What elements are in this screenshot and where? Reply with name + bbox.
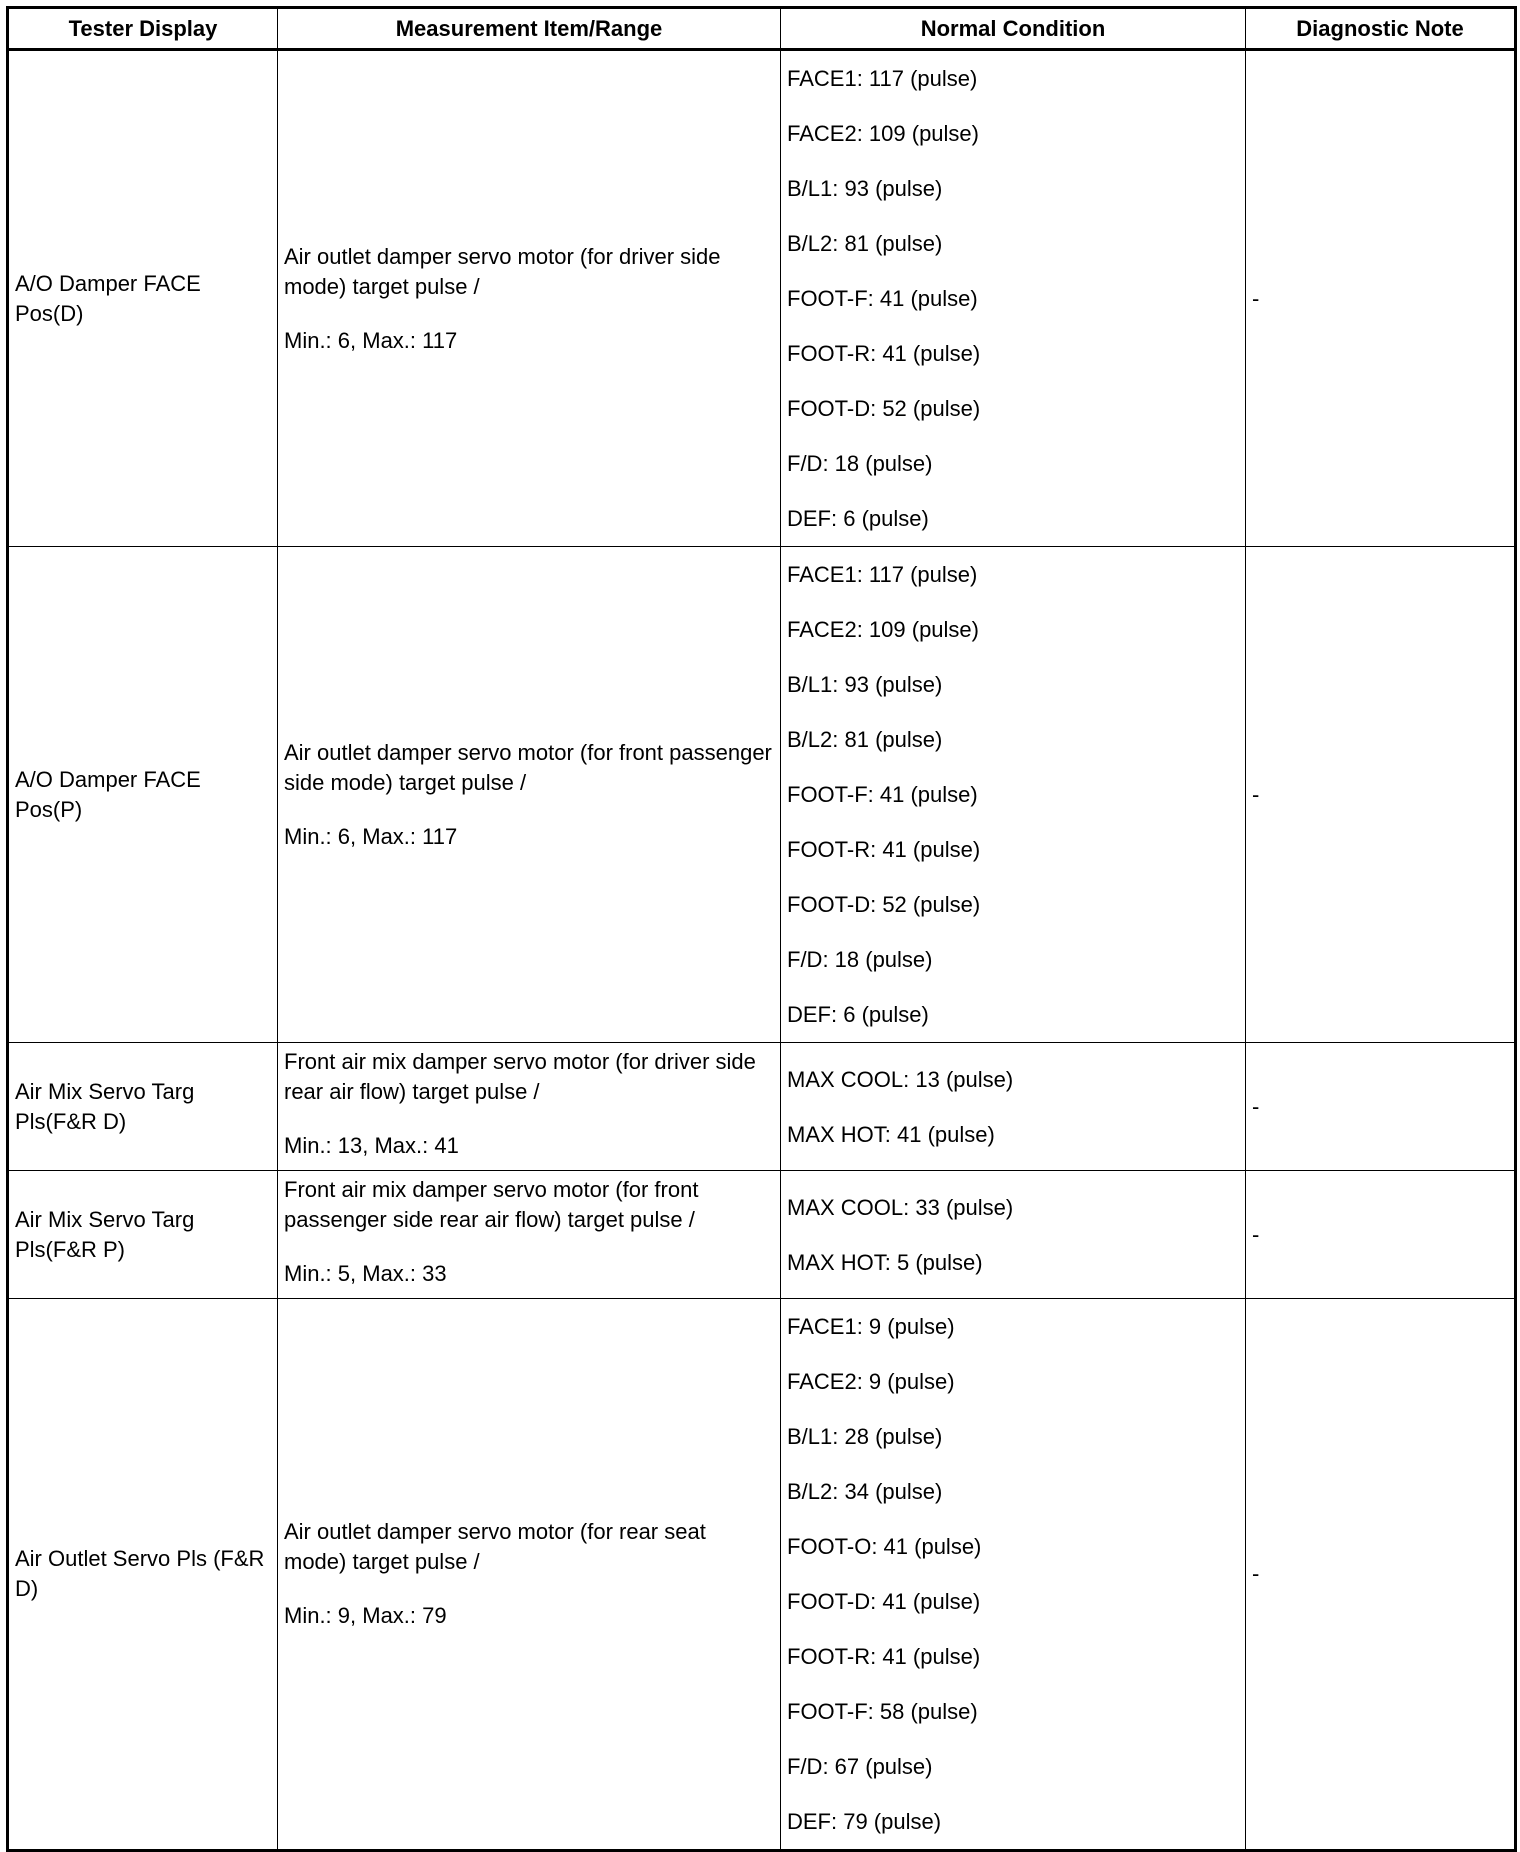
condition-value: DEF: 6 (pulse) <box>787 506 929 531</box>
header-diagnostic-note: Diagnostic Note <box>1246 8 1516 50</box>
normal-condition-cell <box>781 50 1246 547</box>
normal-condition-cell <box>781 1043 1246 1171</box>
condition-value: FACE2: 109 (pulse) <box>787 121 979 146</box>
condition-value: FOOT-R: 41 (pulse) <box>787 1644 981 1669</box>
measurement-cell <box>278 1171 781 1299</box>
tester-display-cell: A/O Damper FACE Pos(P) <box>8 547 278 1043</box>
table-row <box>8 547 1516 1043</box>
condition-value: FOOT-D: 52 (pulse) <box>787 396 981 421</box>
measurement-cell <box>278 1043 781 1171</box>
condition-value: FACE1: 9 (pulse) <box>787 1314 955 1339</box>
condition-value: FOOT-D: 41 (pulse) <box>787 1589 981 1614</box>
diagnostic-note-cell: - <box>1246 1171 1516 1299</box>
condition-value: FACE2: 109 (pulse) <box>787 617 979 642</box>
condition-value: FOOT-D: 52 (pulse) <box>787 892 981 917</box>
condition-value: MAX HOT: 5 (pulse) <box>787 1249 983 1275</box>
table-row <box>8 1299 1516 1851</box>
condition-value: F/D: 18 (pulse) <box>787 451 933 476</box>
condition-value: B/L1: 93 (pulse) <box>787 672 943 697</box>
normal-condition-cell <box>781 1171 1246 1299</box>
measurement-range: Min.: 6, Max.: 117 <box>284 823 458 849</box>
table-row <box>8 50 1516 547</box>
normal-condition-cell <box>781 1299 1246 1851</box>
tester-display-cell: Air Outlet Servo Pls (F&R D) <box>8 1299 278 1851</box>
measurement-item: Air outlet damper servo motor (for driver side mode) target pulse / <box>284 243 721 299</box>
condition-value: FOOT-F: 41 (pulse) <box>787 782 978 807</box>
tester-display-cell: A/O Damper FACE Pos(D) <box>8 50 278 547</box>
condition-value: MAX COOL: 33 (pulse) <box>787 1194 1014 1220</box>
diagnostic-note-cell: - <box>1246 50 1516 547</box>
condition-value: FOOT-F: 41 (pulse) <box>787 286 978 311</box>
condition-value: DEF: 79 (pulse) <box>787 1809 942 1834</box>
measurement-range: Min.: 13, Max.: 41 <box>284 1133 459 1158</box>
tester-display-cell: Air Mix Servo Targ Pls(F&R P) <box>8 1171 278 1299</box>
condition-value: FOOT-R: 41 (pulse) <box>787 341 981 366</box>
measurement-range: Min.: 6, Max.: 117 <box>284 327 458 353</box>
diagnostic-note-cell: - <box>1246 1299 1516 1851</box>
diagnostic-note-cell: - <box>1246 547 1516 1043</box>
condition-value: FACE1: 117 (pulse) <box>787 66 978 91</box>
header-row <box>8 8 1516 50</box>
measurement-item: Front air mix damper servo motor (for front passenger side rear air flow) target pulse / <box>284 1177 699 1232</box>
condition-value: B/L2: 81 (pulse) <box>787 727 943 752</box>
condition-value: FACE1: 117 (pulse) <box>787 562 978 587</box>
data-monitor-table <box>6 6 1517 1852</box>
condition-value: DEF: 6 (pulse) <box>787 1002 929 1027</box>
condition-value: B/L2: 34 (pulse) <box>787 1479 943 1504</box>
diagnostic-note-cell: - <box>1246 1043 1516 1171</box>
measurement-cell <box>278 1299 781 1851</box>
condition-value: FACE2: 9 (pulse) <box>787 1369 955 1394</box>
condition-value: MAX COOL: 13 (pulse) <box>787 1066 1014 1092</box>
condition-value: FOOT-F: 58 (pulse) <box>787 1699 978 1724</box>
condition-value: MAX HOT: 41 (pulse) <box>787 1121 995 1147</box>
measurement-range: Min.: 9, Max.: 79 <box>284 1603 447 1628</box>
condition-value: B/L2: 81 (pulse) <box>787 231 943 256</box>
condition-value: B/L1: 93 (pulse) <box>787 176 943 201</box>
table-row <box>8 1043 1516 1171</box>
tester-display-cell: Air Mix Servo Targ Pls(F&R D) <box>8 1043 278 1171</box>
measurement-range: Min.: 5, Max.: 33 <box>284 1261 447 1286</box>
header-normal-condition: Normal Condition <box>781 8 1246 50</box>
condition-value: B/L1: 28 (pulse) <box>787 1424 943 1449</box>
table-row <box>8 1171 1516 1299</box>
measurement-cell <box>278 547 781 1043</box>
measurement-item: Air outlet damper servo motor (for rear seat mode) target pulse / <box>284 1519 706 1574</box>
header-measurement-item-range: Measurement Item/Range <box>278 8 781 50</box>
condition-value: FOOT-R: 41 (pulse) <box>787 837 981 862</box>
measurement-cell <box>278 50 781 547</box>
header-tester-display: Tester Display <box>8 8 278 50</box>
measurement-item: Air outlet damper servo motor (for front passenger side mode) target pulse / <box>284 739 772 795</box>
normal-condition-cell <box>781 547 1246 1043</box>
condition-value: F/D: 67 (pulse) <box>787 1754 933 1779</box>
condition-value: FOOT-O: 41 (pulse) <box>787 1534 982 1559</box>
measurement-item: Front air mix damper servo motor (for driver side rear air flow) target pulse / <box>284 1049 756 1104</box>
condition-value: F/D: 18 (pulse) <box>787 947 933 972</box>
